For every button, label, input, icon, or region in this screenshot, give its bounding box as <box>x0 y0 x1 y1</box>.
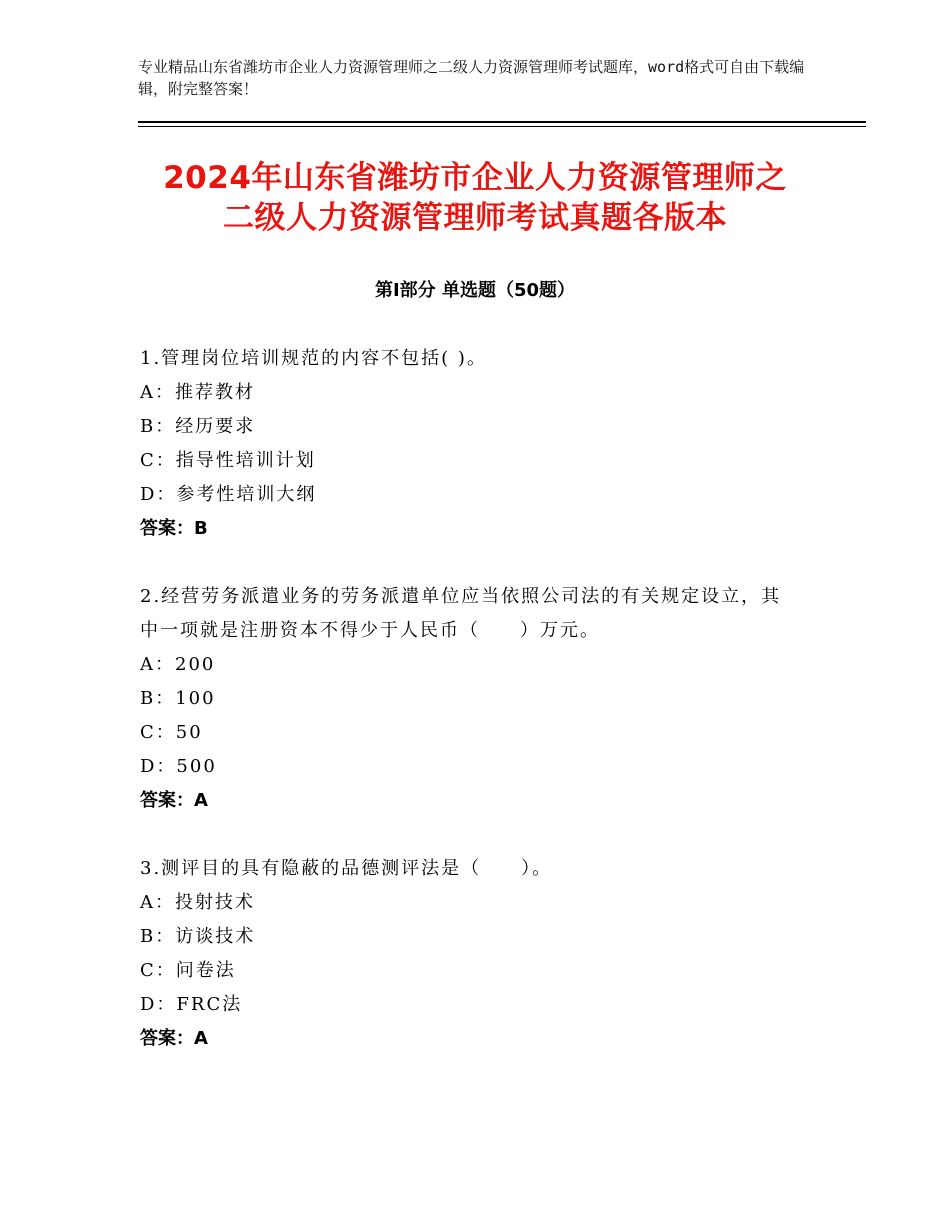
option-a: A：200 <box>140 654 216 675</box>
question-2 <box>140 580 800 818</box>
question-stem: 2.经营劳务派遣业务的劳务派遣单位应当依照公司法的有关规定设立，其中一项就是注册资本不得少于人民币（ ）万元。 <box>140 586 782 641</box>
document-title <box>100 158 850 238</box>
option-b: B：访谈技术 <box>140 926 256 947</box>
section-title: 第Ⅰ部分 单选题（50题） <box>374 280 575 301</box>
question-3 <box>140 852 800 1056</box>
answer: 答案：A <box>140 790 208 811</box>
option-a: A：投射技术 <box>140 892 255 913</box>
header-note: 专业精品山东省潍坊市企业人力资源管理师之二级人力资源管理师考试题库，word格式可自由下载编辑，附完整答案！ <box>138 58 805 98</box>
option-d: D：参考性培训大纲 <box>140 484 317 505</box>
question-list <box>140 342 800 1090</box>
question-stem: 1.管理岗位培训规范的内容不包括( )。 <box>140 348 487 369</box>
option-d: D：FRC法 <box>140 994 243 1015</box>
option-a: A：推荐教材 <box>140 382 255 403</box>
option-c: C：问卷法 <box>140 960 236 981</box>
question-1 <box>140 342 800 546</box>
answer: 答案：B <box>140 518 208 539</box>
option-c: C：50 <box>140 722 203 743</box>
header-divider-thick <box>138 121 866 123</box>
answer: 答案：A <box>140 1028 208 1049</box>
option-c: C：指导性培训计划 <box>140 450 316 471</box>
document-title-line-2: 二级人力资源管理师考试真题各版本 <box>223 200 727 236</box>
option-b: B：100 <box>140 688 216 709</box>
document-title-line-1: 2024年山东省潍坊市企业人力资源管理师之 <box>163 160 787 196</box>
option-d: D：500 <box>140 756 217 777</box>
question-stem: 3.测评目的具有隐蔽的品德测评法是（ ）。 <box>140 858 553 879</box>
header-divider-thin <box>138 126 866 127</box>
option-b: B：经历要求 <box>140 416 256 437</box>
